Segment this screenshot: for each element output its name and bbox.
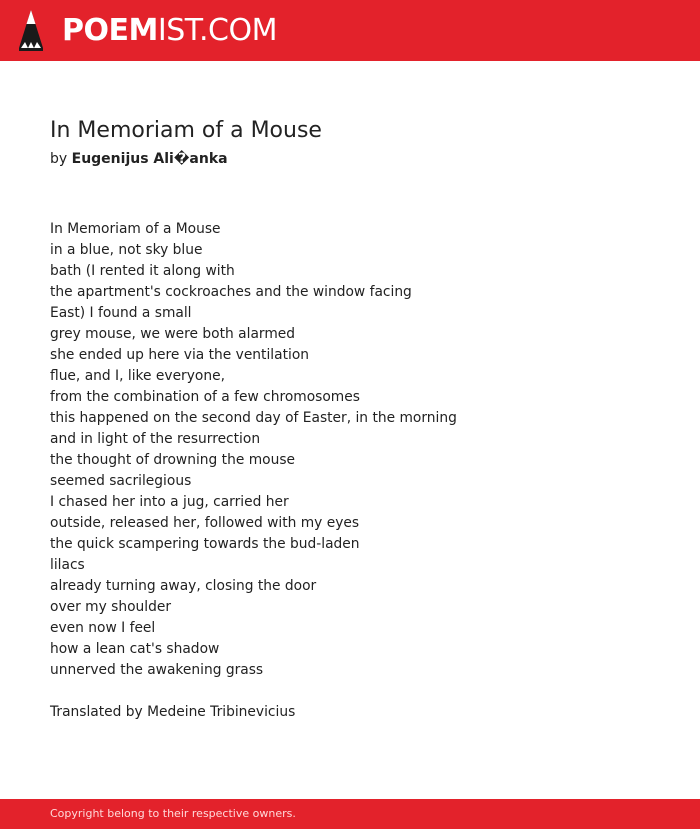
poem-line: East) I found a small	[50, 305, 192, 321]
translator-credit: Translated by Medeine Tribinevicius	[50, 704, 296, 720]
poem-line: bath (I rented it along with	[50, 263, 235, 279]
poem-line: outside, released her, followed with my eyes	[50, 515, 360, 531]
poem-line: the quick scampering towards the bud-laden	[50, 536, 360, 552]
poem-byline	[50, 148, 228, 170]
site-header	[0, 0, 700, 61]
poem-line: this happened on the second day of Easter, in the morning	[50, 410, 457, 426]
poem-body	[50, 219, 650, 681]
site-logo-text	[62, 11, 277, 51]
poem-line: in a blue, not sky blue	[50, 242, 203, 258]
poem-line: seemed sacrilegious	[50, 473, 192, 489]
poem-line: I chased her into a jug, carried her	[50, 494, 289, 510]
logo-bold-text: POEM	[62, 13, 158, 48]
poem-line: In Memoriam of a Mouse	[50, 221, 221, 237]
poem-line: even now I feel	[50, 620, 156, 636]
site-logo[interactable]	[17, 8, 277, 52]
author-link[interactable]: Eugenijus Ali�anka	[71, 151, 228, 167]
poem-line: lilacs	[50, 557, 85, 573]
poem-title: In Memoriam of a Mouse	[50, 118, 322, 143]
logo-light-text: IST.COM	[157, 13, 277, 48]
site-footer	[0, 799, 700, 829]
poem-line: flue, and I, like everyone,	[50, 368, 225, 384]
poem-line: and in light of the resurrection	[50, 431, 261, 447]
poem-line: already turning away, closing the door	[50, 578, 317, 594]
poem-line: over my shoulder	[50, 599, 172, 615]
poem-line: grey mouse, we were both alarmed	[50, 326, 296, 342]
poem-line: the thought of drowning the mouse	[50, 452, 295, 468]
pencil-tip-icon	[17, 8, 45, 52]
poem-line: she ended up here via the ventilation	[50, 347, 310, 363]
by-label: by	[50, 151, 68, 167]
poem-line: how a lean cat's shadow	[50, 641, 220, 657]
copyright-notice: Copyright belong to their respective owners.	[50, 807, 296, 820]
poem-line: the apartment's cockroaches and the window facing	[50, 284, 412, 300]
poem-line: from the combination of a few chromosomes	[50, 389, 360, 405]
poem-line: unnerved the awakening grass	[50, 662, 264, 678]
